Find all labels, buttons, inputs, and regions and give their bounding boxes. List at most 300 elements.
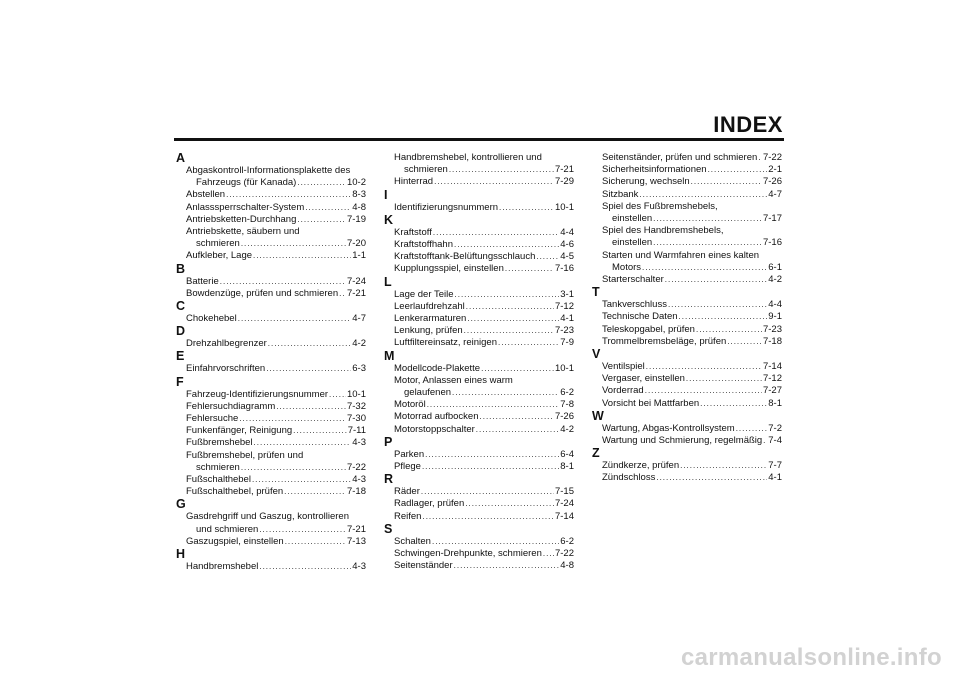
index-entry-label: Motorrad aufbocken (394, 411, 479, 423)
index-entry-label: Seitenständer, prüfen und schmieren (602, 152, 758, 163)
index-page-number: 7-26 (762, 176, 782, 188)
dot-leader (297, 177, 346, 189)
index-entry (384, 263, 574, 275)
index-entry (384, 227, 574, 239)
index-entry (592, 164, 782, 176)
index-entry (592, 311, 782, 323)
index-page-number: 7-22 (554, 548, 574, 560)
index-entry (384, 511, 574, 523)
dot-leader (259, 561, 351, 573)
index-entry-label: Pflege (394, 461, 421, 473)
index-page-number: 7-14 (762, 361, 782, 373)
index-entry (384, 461, 574, 473)
dot-leader (427, 399, 560, 411)
index-entry-text: Spiel des Handbremshebels, (602, 225, 724, 237)
dot-leader (679, 311, 768, 323)
index-letter-heading: S (384, 521, 393, 536)
index-entry-label: Fehlersuche (186, 413, 239, 425)
index-entry-label: Fahrzeugs (für Kanada) (196, 177, 297, 189)
index-letter-heading: A (176, 151, 186, 165)
index-page-number: 7-17 (762, 213, 782, 225)
index-entry (384, 548, 574, 560)
index-page-number: 4-2 (560, 423, 574, 435)
index-page-number: 10-1 (554, 362, 574, 374)
dot-leader (252, 474, 351, 486)
index-entry-label: schmieren (196, 461, 240, 473)
index-column-3 (592, 152, 782, 485)
index-letter-heading: D (176, 324, 186, 339)
index-page-number: 7-29 (554, 176, 574, 188)
index-entry (384, 313, 574, 325)
dot-leader (276, 401, 346, 413)
index-entry (592, 324, 782, 336)
index-page-number: 8-1 (560, 461, 574, 473)
dot-leader (449, 164, 554, 176)
dot-leader (259, 524, 346, 536)
index-entry (384, 424, 574, 436)
dot-leader (455, 289, 560, 301)
index-entry (592, 336, 782, 348)
index-page-number: 7-24 (346, 275, 366, 287)
index-page-number: 7-18 (762, 335, 782, 347)
index-entry (592, 460, 782, 472)
index-page-number: 7-8 (560, 399, 574, 411)
index-entry (384, 239, 574, 251)
index-entry (176, 524, 366, 536)
index-entry-label: Radlager, prüfen (394, 498, 465, 510)
index-page-number: 7-19 (346, 213, 366, 225)
index-page-number: 8-1 (768, 397, 782, 409)
index-page-number: 7-21 (554, 164, 574, 176)
index-entry (176, 462, 366, 474)
index-page-number: 6-1 (768, 261, 782, 273)
index-page-number: 7-22 (762, 152, 782, 163)
index-letter-heading: I (384, 187, 388, 202)
index-entry-label: Teleskopgabel, prüfen (602, 323, 695, 335)
index-entry (592, 435, 782, 447)
index-entry-text: Abgaskontroll-Informationsplakette des (186, 165, 351, 176)
index-page-number: 4-3 (352, 561, 366, 573)
index-entry-label: Fußschalthebel (186, 474, 251, 486)
index-entry-text: Fußbremshebel, prüfen und (186, 449, 304, 461)
dot-leader (466, 301, 554, 313)
index-entry (176, 401, 366, 413)
dot-leader (498, 337, 559, 349)
index-entry (176, 214, 366, 226)
index-entry-label: Funkenfänger, Reinigung (186, 425, 293, 437)
dot-leader (645, 385, 762, 397)
index-entry (176, 189, 366, 201)
index-entry-label: Gaszugspiel, einstellen (186, 535, 284, 547)
index-letter-heading: L (384, 274, 392, 289)
index-page-number: 10-1 (346, 388, 366, 400)
dot-leader (253, 250, 351, 262)
index-entry-label: Schwingen-Drehpunkte, schmieren (394, 548, 542, 560)
index-page-number: 7-20 (346, 238, 366, 250)
index-entry-label: Starterschalter (602, 274, 664, 286)
index-entry-label: Sicherheitsinformationen (602, 164, 707, 176)
index-page-number: 7-22 (346, 461, 366, 473)
index-page-number: 4-4 (560, 226, 574, 238)
index-entry-label: Handbremshebel (186, 561, 259, 573)
index-entry (592, 385, 782, 397)
index-entry (384, 449, 574, 461)
index-entry (176, 177, 366, 189)
index-entry (384, 399, 574, 411)
index-entry (592, 176, 782, 188)
index-column-2 (384, 152, 574, 572)
index-entry (176, 474, 366, 486)
dot-leader (665, 274, 767, 286)
dot-leader (238, 313, 352, 325)
dot-leader (686, 373, 762, 385)
index-entry-label: Lenkerarmaturen (394, 313, 467, 325)
index-entry-label: Kraftstoff (394, 226, 432, 238)
index-page-number: 7-23 (762, 323, 782, 335)
dot-leader (433, 227, 559, 239)
index-entry-label: Parken (394, 448, 425, 460)
dot-leader (680, 460, 767, 472)
dot-leader (241, 462, 346, 474)
index-entry-label: Hinterrad (394, 176, 434, 188)
index-entry (384, 301, 574, 313)
index-entry-label: Schalten (394, 535, 431, 547)
index-entry-label: Motoröl (394, 399, 426, 411)
index-page-number: 7-15 (554, 486, 574, 498)
dot-leader (499, 202, 554, 214)
index-entry-label: Bowdenzüge, prüfen und schmieren (186, 287, 339, 299)
index-entry-label: einstellen (612, 237, 653, 249)
index-entry (176, 486, 366, 498)
dot-leader (646, 361, 762, 373)
index-entry-label: Antriebsketten-Durchhang (186, 213, 297, 225)
dot-leader (653, 237, 762, 249)
index-entry-label: Luftfiltereinsatz, reinigen (394, 337, 497, 349)
index-entry-label: schmieren (404, 164, 448, 176)
index-page-number: 4-1 (560, 313, 574, 325)
index-page-number: 7-14 (554, 510, 574, 522)
index-entry (176, 536, 366, 548)
index-entry (592, 152, 782, 164)
index-entry (384, 202, 574, 214)
index-entry-label: Anlasssperrschalter-System (186, 201, 305, 213)
index-entry-text: Gasdrehgriff und Gaszug, kontrollieren (186, 511, 349, 523)
index-entry (384, 363, 574, 375)
index-entry (384, 176, 574, 188)
index-entry-label: Motors (612, 261, 642, 273)
index-page-number: 7-30 (346, 413, 366, 425)
index-page-number: 4-7 (768, 188, 782, 200)
index-entry (384, 486, 574, 498)
dot-leader (656, 472, 767, 484)
index-page-number: 6-2 (560, 387, 574, 399)
index-entry-label: Räder (394, 486, 420, 498)
index-entry-label: Lenkung, prüfen (394, 325, 463, 337)
index-entry (592, 189, 782, 201)
index-entry (176, 288, 366, 300)
dot-leader (284, 486, 346, 498)
index-page-number: 4-3 (352, 474, 366, 486)
dot-leader (763, 435, 767, 447)
index-page-number: 7-23 (554, 325, 574, 337)
index-page-number: 1-1 (352, 250, 366, 262)
index-letter-heading: K (384, 212, 394, 227)
dot-leader (454, 239, 559, 251)
index-entry (384, 560, 574, 572)
index-page-number: 7-11 (347, 425, 366, 437)
index-entry (176, 363, 366, 375)
index-entry-label: Zündkerze, prüfen (602, 460, 680, 472)
dot-leader (536, 251, 559, 263)
index-entry (176, 338, 366, 350)
index-page-number: 7-13 (346, 535, 366, 547)
dot-leader (220, 276, 346, 288)
dot-leader (266, 363, 351, 375)
index-entry-label: einstellen (612, 213, 653, 225)
index-page-number: 7-9 (560, 337, 574, 349)
dot-leader (727, 336, 762, 348)
dot-leader (339, 288, 346, 300)
index-entry (592, 373, 782, 385)
index-page-number: 7-12 (554, 300, 574, 312)
index-entry-label: Vorderrad (602, 385, 644, 397)
index-page-number: 10-1 (554, 201, 574, 213)
dot-leader (305, 202, 351, 214)
dot-leader (425, 449, 559, 461)
index-page-number: 7-27 (762, 385, 782, 397)
index-entry (592, 299, 782, 311)
index-page-number: 7-2 (768, 422, 782, 434)
index-page-number: 4-5 (560, 251, 574, 263)
index-entry-label: Motorstoppschalter (394, 423, 475, 435)
index-entry-text: Motor, Anlassen eines warm (394, 374, 513, 386)
index-letter-heading: Z (592, 446, 600, 461)
index-page-number: 7-16 (554, 263, 574, 275)
index-letter-heading: P (384, 434, 393, 449)
index-page-number: 6-3 (352, 363, 366, 375)
dot-leader (421, 486, 554, 498)
dot-leader (241, 238, 346, 250)
dot-leader (452, 387, 559, 399)
index-entry-label: Kraftstofftank-Belüftungsschlauch (394, 251, 536, 263)
dot-leader (239, 413, 346, 425)
index-entry (176, 389, 366, 401)
index-entry-label: Wartung, Abgas-Kontrollsystem (602, 422, 735, 434)
index-page-number: 8-3 (352, 189, 366, 201)
index-page-number: 7-26 (554, 411, 574, 423)
index-entry (176, 250, 366, 262)
dot-leader (480, 411, 554, 423)
dot-leader (642, 262, 767, 274)
index-letter-heading: B (176, 261, 186, 276)
watermark: carmanualsonline.info (680, 644, 942, 671)
index-entry-label: Fahrzeug-Identifizierungsnummer (186, 388, 329, 400)
index-entry (384, 164, 574, 176)
index-entry-label: Fußschalthebel, prüfen (186, 486, 284, 498)
dot-leader (464, 325, 554, 337)
index-entry (592, 472, 782, 484)
index-entry-label: Fußbremshebel (186, 437, 253, 449)
index-entry (592, 361, 782, 373)
dot-leader (481, 363, 554, 375)
index-entry-label: gelaufenen (404, 387, 452, 399)
index-page-number: 7-4 (768, 435, 782, 447)
index-entry-label: Modellcode-Plakette (394, 362, 481, 374)
index-entry-label: Kraftstoffhahn (394, 239, 453, 251)
dot-leader (422, 511, 554, 523)
index-page-number: 9-1 (768, 311, 782, 323)
index-entry-label: Identifizierungsnummern (394, 201, 499, 213)
index-entry (384, 337, 574, 349)
index-page-number: 4-2 (768, 274, 782, 286)
dot-leader (297, 214, 346, 226)
index-entry-label: Fehlersuchdiagramm (186, 400, 276, 412)
dot-leader (268, 338, 351, 350)
index-page-number: 7-18 (346, 486, 366, 498)
index-entry (592, 423, 782, 435)
index-page-number: 7-21 (346, 523, 366, 535)
index-page-number: 3-1 (560, 288, 574, 300)
index-page-number: 4-8 (560, 560, 574, 572)
index-entry-text: Starten und Warmfahren eines kalten (602, 249, 760, 261)
dot-leader (254, 437, 352, 449)
index-entry-label: schmieren (196, 238, 240, 250)
index-entry-label: Vergaser, einstellen (602, 373, 685, 385)
index-entry-label: Chokehebel (186, 313, 237, 325)
index-letter-heading: F (176, 374, 184, 389)
index-page-number: 4-8 (352, 201, 366, 213)
index-entry-label: Batterie (186, 275, 219, 287)
index-entry (592, 262, 782, 274)
index-entry (592, 398, 782, 410)
index-entry (384, 325, 574, 337)
index-page-number: 7-21 (346, 287, 366, 299)
index-entry-label: Technische Daten (602, 311, 678, 323)
dot-leader (293, 425, 347, 437)
dot-leader (736, 423, 768, 435)
index-entry (384, 387, 574, 399)
index-entry (176, 425, 366, 437)
index-entry-label: Wartung und Schmierung, regelmäßig (602, 435, 763, 447)
index-entry-label: Trommelbremsbeläge, prüfen (602, 335, 727, 347)
index-page-number: 7-32 (346, 400, 366, 412)
index-entry-text: Handbremshebel, kontrollieren und (394, 152, 542, 163)
index-entry-label: Kupplungsspiel, einstellen (394, 263, 504, 275)
title-rule (174, 138, 784, 141)
index-page-number: 4-3 (352, 437, 366, 449)
index-entry-label: und schmieren (196, 523, 259, 535)
index-entry-label: Sicherung, wechseln (602, 176, 690, 188)
dot-leader (434, 176, 554, 188)
index-entry-label: Ventilspiel (602, 361, 645, 373)
dot-leader (465, 498, 554, 510)
index-entry (176, 202, 366, 214)
index-entry-label: Abstellen (186, 189, 226, 201)
index-entry (384, 411, 574, 423)
index-entry-label: Tankverschluss (602, 299, 667, 311)
index-page-number: 7-7 (768, 460, 782, 472)
index-page-number: 4-7 (352, 313, 366, 325)
index-letter-heading: H (176, 547, 186, 562)
index-entry-text: Antriebskette, säubern und (186, 226, 300, 238)
index-letter-heading: V (592, 347, 601, 362)
index-entry (384, 498, 574, 510)
index-page-number: 6-4 (560, 448, 574, 460)
index-page-number: 4-2 (352, 338, 366, 350)
dot-leader (691, 176, 762, 188)
index-page-number: 2-1 (768, 164, 782, 176)
index-entry-label: Drehzahlbegrenzer (186, 338, 267, 350)
dot-leader (476, 424, 559, 436)
index-entry (176, 413, 366, 425)
index-letter-heading: G (176, 497, 186, 512)
index-entry (176, 437, 366, 449)
index-entry-label: Aufkleber, Lage (186, 250, 253, 262)
index-entry-text: Spiel des Fußbremshebels, (602, 200, 718, 212)
index-entry-label: Einfahrvorschriften (186, 363, 266, 375)
index-page-number: 7-16 (762, 237, 782, 249)
index-entry (176, 561, 366, 573)
index-entry (384, 289, 574, 301)
index-entry-label: Lage der Teile (394, 288, 454, 300)
index-page-number: 6-2 (560, 535, 574, 547)
dot-leader (285, 536, 346, 548)
dot-leader (758, 152, 762, 164)
index-entry (384, 536, 574, 548)
index-entry-label: Leerlaufdrehzahl (394, 300, 465, 312)
dot-leader (467, 313, 559, 325)
dot-leader (432, 536, 559, 548)
index-entry (592, 213, 782, 225)
index-letter-heading: E (176, 349, 185, 364)
index-page-number: 10-2 (346, 177, 366, 189)
index-entry (592, 274, 782, 286)
index-page-number: 4-6 (560, 239, 574, 251)
dot-leader (454, 560, 560, 572)
index-entry (384, 251, 574, 263)
index-column-1 (176, 152, 366, 573)
index-page-number: 4-1 (768, 472, 782, 484)
index-page-number: 7-12 (762, 373, 782, 385)
dot-leader (505, 263, 554, 275)
index-letter-heading: M (384, 348, 395, 363)
index-page-number: 7-24 (554, 498, 574, 510)
index-letter-heading: R (384, 472, 394, 487)
index-entry (176, 276, 366, 288)
index-entry (176, 238, 366, 250)
index-entry-label: Zündschloss (602, 472, 656, 484)
index-entry (176, 313, 366, 325)
index-letter-heading: C (176, 299, 186, 314)
index-letter-heading: T (592, 285, 600, 300)
index-page-number: 4-4 (768, 299, 782, 311)
dot-leader (639, 189, 767, 201)
page-title: INDEX (713, 112, 783, 137)
dot-leader (543, 548, 554, 560)
index-entry-label: Reifen (394, 510, 422, 522)
index-entry (592, 237, 782, 249)
index-entry-label: Sitzbank (602, 188, 639, 200)
index-letter-heading: W (592, 408, 604, 423)
dot-leader (696, 324, 762, 336)
dot-leader (653, 213, 762, 225)
index-entry-label: Vorsicht bei Mattfarben (602, 397, 700, 409)
dot-leader (422, 461, 559, 473)
dot-leader (668, 299, 767, 311)
index-entry-label: Seitenständer (394, 560, 453, 572)
dot-leader (329, 389, 346, 401)
dot-leader (700, 398, 767, 410)
